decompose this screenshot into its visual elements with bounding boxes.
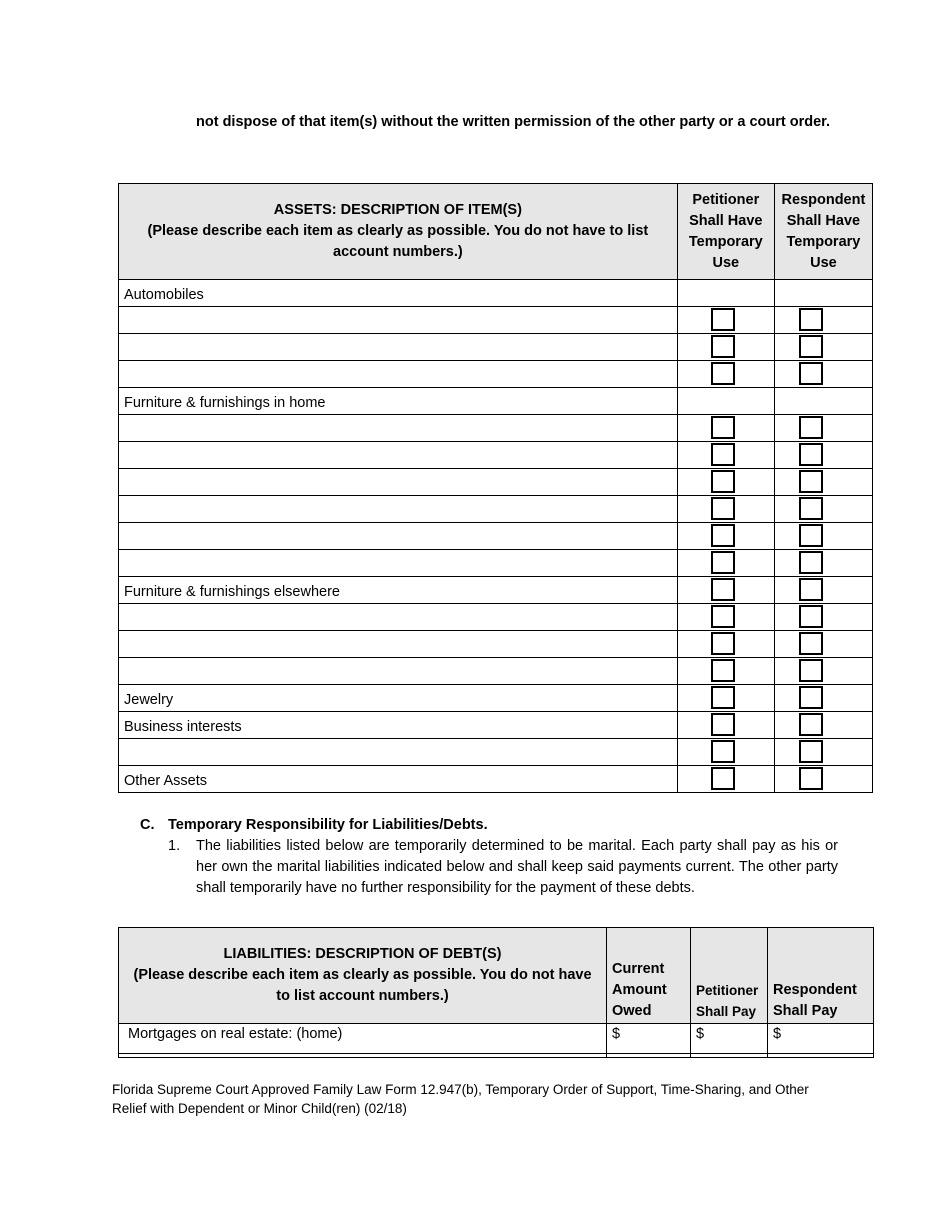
liability-petitioner-pay[interactable] — [691, 1054, 768, 1058]
petitioner-use-cell — [677, 658, 774, 685]
asset-row — [119, 415, 873, 442]
assets-description-header — [119, 184, 678, 280]
asset-description-field[interactable] — [119, 415, 678, 442]
petitioner-use-checkbox[interactable] — [711, 497, 735, 520]
asset-row — [119, 550, 873, 577]
asset-description-field[interactable] — [119, 442, 678, 469]
respondent-use-checkbox[interactable] — [799, 713, 823, 736]
asset-category-label: Other Assets — [119, 766, 678, 793]
asset-row — [119, 334, 873, 361]
asset-description-field[interactable] — [119, 307, 678, 334]
respondent-use-cell — [774, 442, 872, 469]
liability-row-partial — [119, 1054, 874, 1058]
respondent-use-checkbox[interactable] — [799, 659, 823, 682]
petitioner-use-checkbox[interactable] — [711, 308, 735, 331]
petitioner-use-cell — [677, 388, 774, 415]
respondent-use-checkbox[interactable] — [799, 740, 823, 763]
petitioner-use-cell — [677, 631, 774, 658]
asset-description-field[interactable] — [119, 334, 678, 361]
respondent-use-cell — [774, 550, 872, 577]
asset-row — [119, 685, 873, 712]
petitioner-use-cell — [677, 712, 774, 739]
petitioner-use-checkbox[interactable] — [711, 416, 735, 439]
petitioner-use-checkbox[interactable] — [711, 578, 735, 601]
respondent-use-checkbox[interactable] — [799, 470, 823, 493]
asset-row — [119, 739, 873, 766]
liabilities-header-row — [119, 928, 874, 1024]
form-footer: Florida Supreme Court Approved Family Law Form 12.947(b), Temporary Order of Support, Time-Sharing, and Other Relief with Dependent or Minor Child(ren) (02/18) — [112, 1082, 809, 1116]
asset-row — [119, 469, 873, 496]
asset-description-field[interactable] — [119, 523, 678, 550]
asset-row — [119, 280, 873, 307]
asset-category-label: Business interests — [119, 712, 678, 739]
asset-description-field[interactable] — [119, 631, 678, 658]
petitioner-use-cell — [677, 469, 774, 496]
liabilities-header-subtitle: (Please describe each item as clearly as possible. You do not have to list account numbers.) — [133, 967, 592, 1004]
assets-header-subtitle: (Please describe each item as clearly as possible. You do not have to list account numbers.) — [147, 223, 649, 260]
respondent-use-cell — [774, 415, 872, 442]
respondent-pay-header: Respondent Shall Pay — [768, 928, 874, 1024]
respondent-use-cell — [774, 469, 872, 496]
asset-row — [119, 388, 873, 415]
section-c-letter: C. — [140, 817, 155, 833]
liabilities-header-title: LIABILITIES: DESCRIPTION OF DEBT(S) — [223, 946, 502, 962]
petitioner-pay-header: Petitioner Shall Pay — [691, 928, 768, 1024]
assets-table — [118, 183, 873, 793]
petitioner-use-cell — [677, 361, 774, 388]
asset-row — [119, 442, 873, 469]
liability-respondent-pay[interactable]: $ — [768, 1024, 874, 1054]
respondent-use-checkbox[interactable] — [799, 416, 823, 439]
assets-header-row — [119, 184, 873, 280]
respondent-use-checkbox[interactable] — [799, 767, 823, 790]
liability-row — [119, 1024, 874, 1054]
respondent-use-checkbox[interactable] — [799, 551, 823, 574]
petitioner-use-checkbox[interactable] — [711, 659, 735, 682]
petitioner-use-checkbox[interactable] — [711, 443, 735, 466]
petitioner-use-cell — [677, 550, 774, 577]
section-c-item-1 — [140, 836, 838, 899]
section-c — [140, 815, 840, 899]
respondent-use-cell — [774, 577, 872, 604]
petitioner-use-checkbox[interactable] — [711, 740, 735, 763]
liabilities-table — [118, 927, 874, 1058]
petitioner-use-cell — [677, 334, 774, 361]
petitioner-use-checkbox[interactable] — [711, 632, 735, 655]
petitioner-use-checkbox[interactable] — [711, 551, 735, 574]
respondent-use-checkbox[interactable] — [799, 632, 823, 655]
liability-respondent-pay[interactable] — [768, 1054, 874, 1058]
petitioner-use-cell — [677, 739, 774, 766]
liability-current-amount[interactable]: $ — [607, 1024, 691, 1054]
asset-row — [119, 307, 873, 334]
respondent-use-checkbox[interactable] — [799, 362, 823, 385]
respondent-use-cell — [774, 766, 872, 793]
asset-row — [119, 604, 873, 631]
petitioner-use-checkbox[interactable] — [711, 767, 735, 790]
liability-description[interactable]: Mortgages on real estate: (home) — [119, 1024, 607, 1054]
respondent-use-cell — [774, 739, 872, 766]
respondent-use-cell — [774, 631, 872, 658]
respondent-use-cell — [774, 523, 872, 550]
petitioner-use-cell — [677, 280, 774, 307]
respondent-use-cell — [774, 307, 872, 334]
petitioner-use-cell — [677, 523, 774, 550]
respondent-use-cell — [774, 280, 872, 307]
respondent-use-cell — [774, 604, 872, 631]
liability-current-amount[interactable] — [607, 1054, 691, 1058]
section-c-title: Temporary Responsibility for Liabilities/Debts. — [168, 817, 488, 833]
liability-petitioner-pay[interactable]: $ — [691, 1024, 768, 1054]
petitioner-use-checkbox[interactable] — [711, 335, 735, 358]
respondent-use-cell — [774, 334, 872, 361]
petitioner-use-checkbox[interactable] — [711, 362, 735, 385]
respondent-use-checkbox[interactable] — [799, 605, 823, 628]
petitioner-use-cell — [677, 415, 774, 442]
section-c-item-text: The liabilities listed below are temporarily determined to be marital. Each party shall pay as his or her own the marital liabilities indicated below and shall keep said payments current. The other party shall temporarily have no further responsibility for the payment of these debts. — [196, 838, 838, 896]
respondent-use-cell — [774, 685, 872, 712]
asset-row — [119, 361, 873, 388]
asset-description-field[interactable] — [119, 469, 678, 496]
intro-paragraph: not dispose of that item(s) without the written permission of the other party or a court order. — [196, 114, 831, 130]
petitioner-use-cell — [677, 442, 774, 469]
assets-header-title: ASSETS: DESCRIPTION OF ITEM(S) — [273, 202, 522, 218]
respondent-use-checkbox[interactable] — [799, 524, 823, 547]
petitioner-use-checkbox[interactable] — [711, 686, 735, 709]
asset-category-label: Furniture & furnishings in home — [119, 388, 678, 415]
petitioner-use-header: Petitioner Shall Have Temporary Use — [677, 184, 774, 280]
asset-row — [119, 658, 873, 685]
respondent-use-cell — [774, 658, 872, 685]
respondent-use-checkbox[interactable] — [799, 335, 823, 358]
asset-row — [119, 523, 873, 550]
section-c-heading — [140, 815, 840, 836]
petitioner-use-cell — [677, 766, 774, 793]
petitioner-use-cell — [677, 496, 774, 523]
respondent-use-checkbox[interactable] — [799, 497, 823, 520]
petitioner-use-cell — [677, 307, 774, 334]
asset-description-field[interactable] — [119, 604, 678, 631]
petitioner-use-cell — [677, 685, 774, 712]
liability-description[interactable] — [119, 1054, 607, 1058]
petitioner-use-checkbox[interactable] — [711, 713, 735, 736]
respondent-use-checkbox[interactable] — [799, 443, 823, 466]
respondent-use-cell — [774, 361, 872, 388]
asset-description-field[interactable] — [119, 658, 678, 685]
asset-description-field[interactable] — [119, 550, 678, 577]
asset-row — [119, 577, 873, 604]
petitioner-use-cell — [677, 604, 774, 631]
asset-category-label: Automobiles — [119, 280, 678, 307]
asset-description-field[interactable] — [119, 361, 678, 388]
asset-row — [119, 766, 873, 793]
respondent-use-checkbox[interactable] — [799, 686, 823, 709]
asset-category-label: Jewelry — [119, 685, 678, 712]
asset-row — [119, 496, 873, 523]
respondent-use-header: Respondent Shall Have Temporary Use — [774, 184, 872, 280]
respondent-use-cell — [774, 388, 872, 415]
asset-row — [119, 712, 873, 739]
petitioner-use-checkbox[interactable] — [711, 470, 735, 493]
petitioner-use-checkbox[interactable] — [711, 605, 735, 628]
respondent-use-checkbox[interactable] — [799, 308, 823, 331]
petitioner-use-checkbox[interactable] — [711, 524, 735, 547]
section-c-item-number: 1. — [168, 838, 181, 854]
respondent-use-checkbox[interactable] — [799, 578, 823, 601]
asset-description-field[interactable] — [119, 739, 678, 766]
respondent-use-cell — [774, 712, 872, 739]
asset-category-label: Furniture & furnishings elsewhere — [119, 577, 678, 604]
respondent-use-cell — [774, 496, 872, 523]
liabilities-description-header — [119, 928, 607, 1024]
current-amount-header: Current Amount Owed — [607, 928, 691, 1024]
asset-row — [119, 631, 873, 658]
petitioner-use-cell — [677, 577, 774, 604]
asset-description-field[interactable] — [119, 496, 678, 523]
